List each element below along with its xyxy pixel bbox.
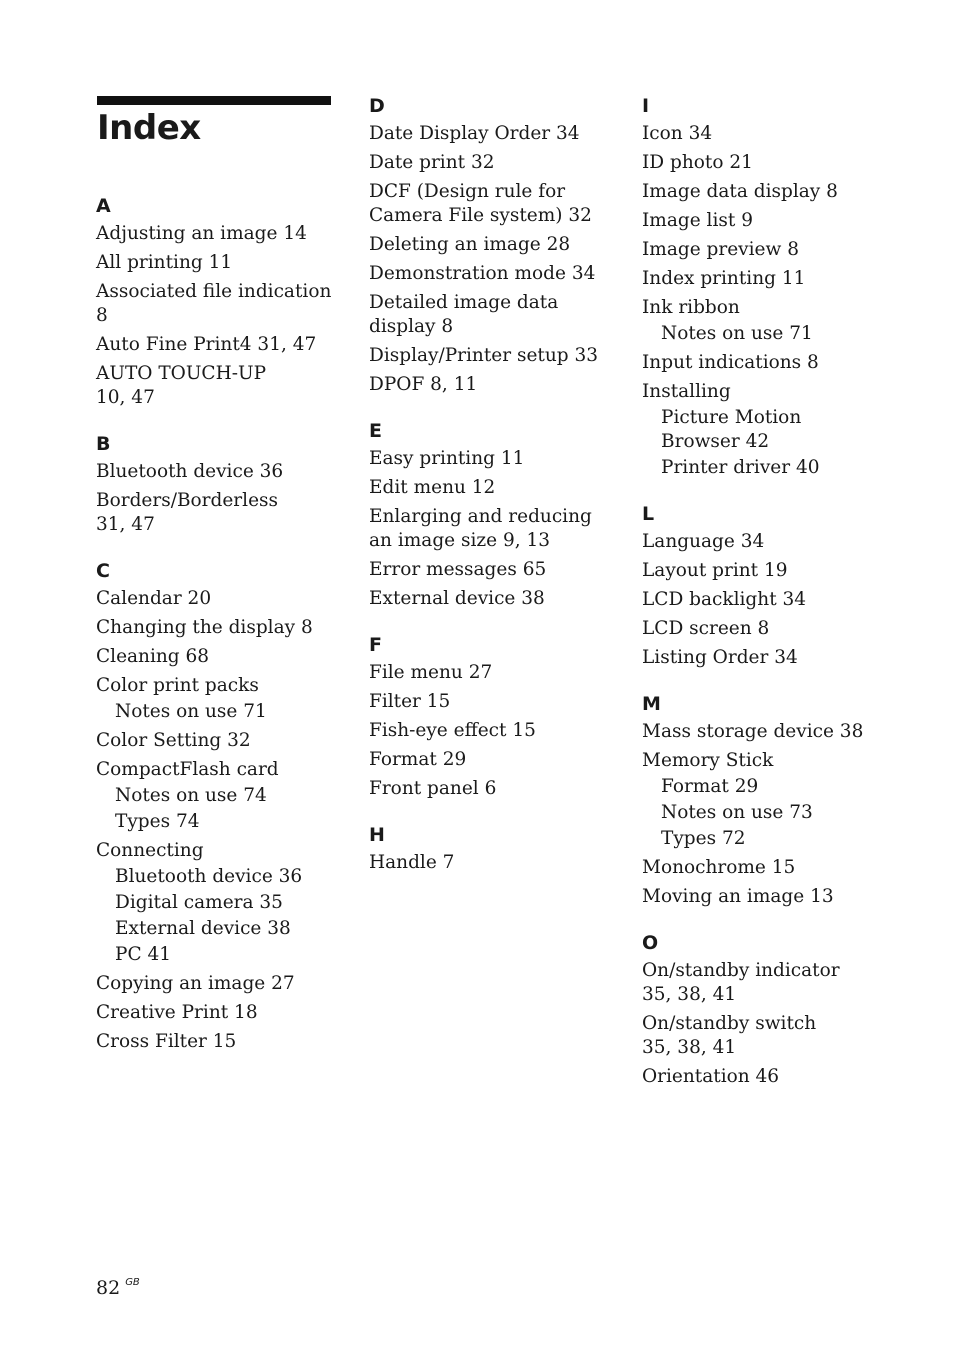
- index-section-f: [369, 631, 619, 801]
- index-subentry: PC 41: [115, 944, 172, 965]
- index-entry: Layout print 19: [642, 560, 788, 581]
- section-letter: F: [369, 634, 382, 656]
- index-entry: Front panel 6: [369, 778, 497, 799]
- index-entry: Moving an image 13: [642, 886, 834, 907]
- index-entry: Associated file indication 8: [96, 281, 332, 326]
- index-entry: AUTO TOUCH-UP 10, 47: [96, 363, 267, 408]
- index-subentry-group: [96, 784, 346, 834]
- index-entry: Adjusting an image 14: [96, 223, 307, 244]
- index-entry: External device 38: [369, 588, 545, 609]
- index-entry: File menu 27: [369, 662, 493, 683]
- index-entry: Image list 9: [642, 210, 753, 231]
- index-section-c: [96, 557, 346, 1054]
- index-entry: Edit menu 12: [369, 477, 496, 498]
- index-section-m: [642, 690, 892, 909]
- index-entry: Input indications 8: [642, 352, 819, 373]
- index-subentry-group: [96, 865, 346, 967]
- section-letter: I: [642, 95, 650, 117]
- index-entry: Changing the display 8: [96, 617, 313, 638]
- page-number-value: 82: [96, 1277, 121, 1299]
- index-entry: LCD backlight 34: [642, 589, 807, 610]
- index-entry: CompactFlash card: [96, 759, 279, 780]
- index-subentry: Notes on use 71: [115, 701, 267, 722]
- index-entry: Deleting an image 28: [369, 234, 571, 255]
- index-entry: Detailed image data display 8: [369, 292, 559, 337]
- index-section-e: [369, 417, 619, 611]
- index-subentry: Notes on use 74: [115, 785, 267, 806]
- index-column-2: [369, 92, 619, 895]
- index-entry: Color print packs: [96, 675, 259, 696]
- index-entry: Demonstration mode 34: [369, 263, 596, 284]
- index-entry: Ink ribbon: [642, 297, 740, 318]
- index-entry: DCF (Design rule for Camera File system) 32: [369, 181, 592, 226]
- index-subentry: Notes on use 71: [661, 323, 813, 344]
- index-column-1: [96, 192, 346, 1074]
- index-entry: On/standby indicator 35, 38, 41: [642, 960, 840, 1005]
- index-column-3: [642, 92, 892, 1109]
- index-section-b: [96, 430, 346, 537]
- index-entry: Mass storage device 38: [642, 721, 864, 742]
- index-section-d: [369, 92, 619, 397]
- index-section-a: [96, 192, 346, 410]
- index-entry: ID photo 21: [642, 152, 753, 173]
- index-entry: Borders/Borderless 31, 47: [96, 490, 279, 535]
- section-letter: O: [642, 932, 659, 954]
- index-section-o: [642, 929, 892, 1089]
- section-letter: D: [369, 95, 385, 117]
- index-entry: Calendar 20: [96, 588, 212, 609]
- index-entry: Date Display Order 34: [369, 123, 580, 144]
- section-letter: H: [369, 824, 385, 846]
- index-entry: Icon 34: [642, 123, 713, 144]
- index-subentry: Format 29: [661, 776, 759, 797]
- index-subentry: Bluetooth device 36: [115, 866, 303, 887]
- page-title: Index: [97, 108, 201, 148]
- section-letter: C: [96, 560, 110, 582]
- section-letter: B: [96, 433, 111, 455]
- section-letter: L: [642, 503, 655, 525]
- index-entry: Index printing 11: [642, 268, 806, 289]
- index-entry: Easy printing 11: [369, 448, 525, 469]
- page-number: [96, 1277, 140, 1299]
- index-subentry: Digital camera 35: [115, 892, 283, 913]
- index-subentry: Picture Motion Browser 42: [661, 407, 802, 452]
- index-entry: Fish-eye effect 15: [369, 720, 536, 741]
- index-entry: Filter 15: [369, 691, 451, 712]
- index-entry: Installing: [642, 381, 731, 402]
- index-entry: Color Setting 32: [96, 730, 251, 751]
- index-subentry: Types 74: [115, 811, 200, 832]
- index-entry: Creative Print 18: [96, 1002, 258, 1023]
- region-code: GB: [125, 1277, 140, 1288]
- index-entry: Image data display 8: [642, 181, 838, 202]
- index-entry: Date print 32: [369, 152, 495, 173]
- index-subentry-group: [642, 775, 892, 851]
- index-entry: LCD screen 8: [642, 618, 770, 639]
- index-entry: Display/Printer setup 33: [369, 345, 599, 366]
- index-section-i: [642, 92, 892, 480]
- index-entry: Listing Order 34: [642, 647, 798, 668]
- index-section-h: [369, 821, 619, 875]
- index-entry: Cleaning 68: [96, 646, 210, 667]
- index-entry: Error messages 65: [369, 559, 547, 580]
- index-entry: On/standby switch 35, 38, 41: [642, 1013, 817, 1058]
- index-entry: All printing 11: [96, 252, 233, 273]
- index-entry: Handle 7: [369, 852, 455, 873]
- index-entry: Auto Fine Print4 31, 47: [96, 334, 317, 355]
- index-subentry-group: [642, 406, 892, 480]
- section-letter: E: [369, 420, 382, 442]
- index-entry: Bluetooth device 36: [96, 461, 284, 482]
- index-entry: Image preview 8: [642, 239, 799, 260]
- section-letter: A: [96, 195, 111, 217]
- index-entry: Connecting: [96, 840, 204, 861]
- index-subentry: External device 38: [115, 918, 291, 939]
- index-entry: Orientation 46: [642, 1066, 780, 1087]
- index-section-l: [642, 500, 892, 670]
- index-subentry: Printer driver 40: [661, 457, 820, 478]
- index-subentry: Types 72: [661, 828, 746, 849]
- index-entry: Copying an image 27: [96, 973, 295, 994]
- index-entry: Memory Stick: [642, 750, 774, 771]
- index-subentry-group: [642, 322, 892, 346]
- section-letter: M: [642, 693, 661, 715]
- index-entry: Monochrome 15: [642, 857, 796, 878]
- index-subentry-group: [96, 700, 346, 724]
- index-entry: Format 29: [369, 749, 467, 770]
- index-subentry: Notes on use 73: [661, 802, 813, 823]
- index-entry: Enlarging and reducing an image size 9, 13: [369, 506, 592, 551]
- index-entry: Language 34: [642, 531, 765, 552]
- index-entry: DPOF 8, 11: [369, 374, 478, 395]
- index-entry: Cross Filter 15: [96, 1031, 237, 1052]
